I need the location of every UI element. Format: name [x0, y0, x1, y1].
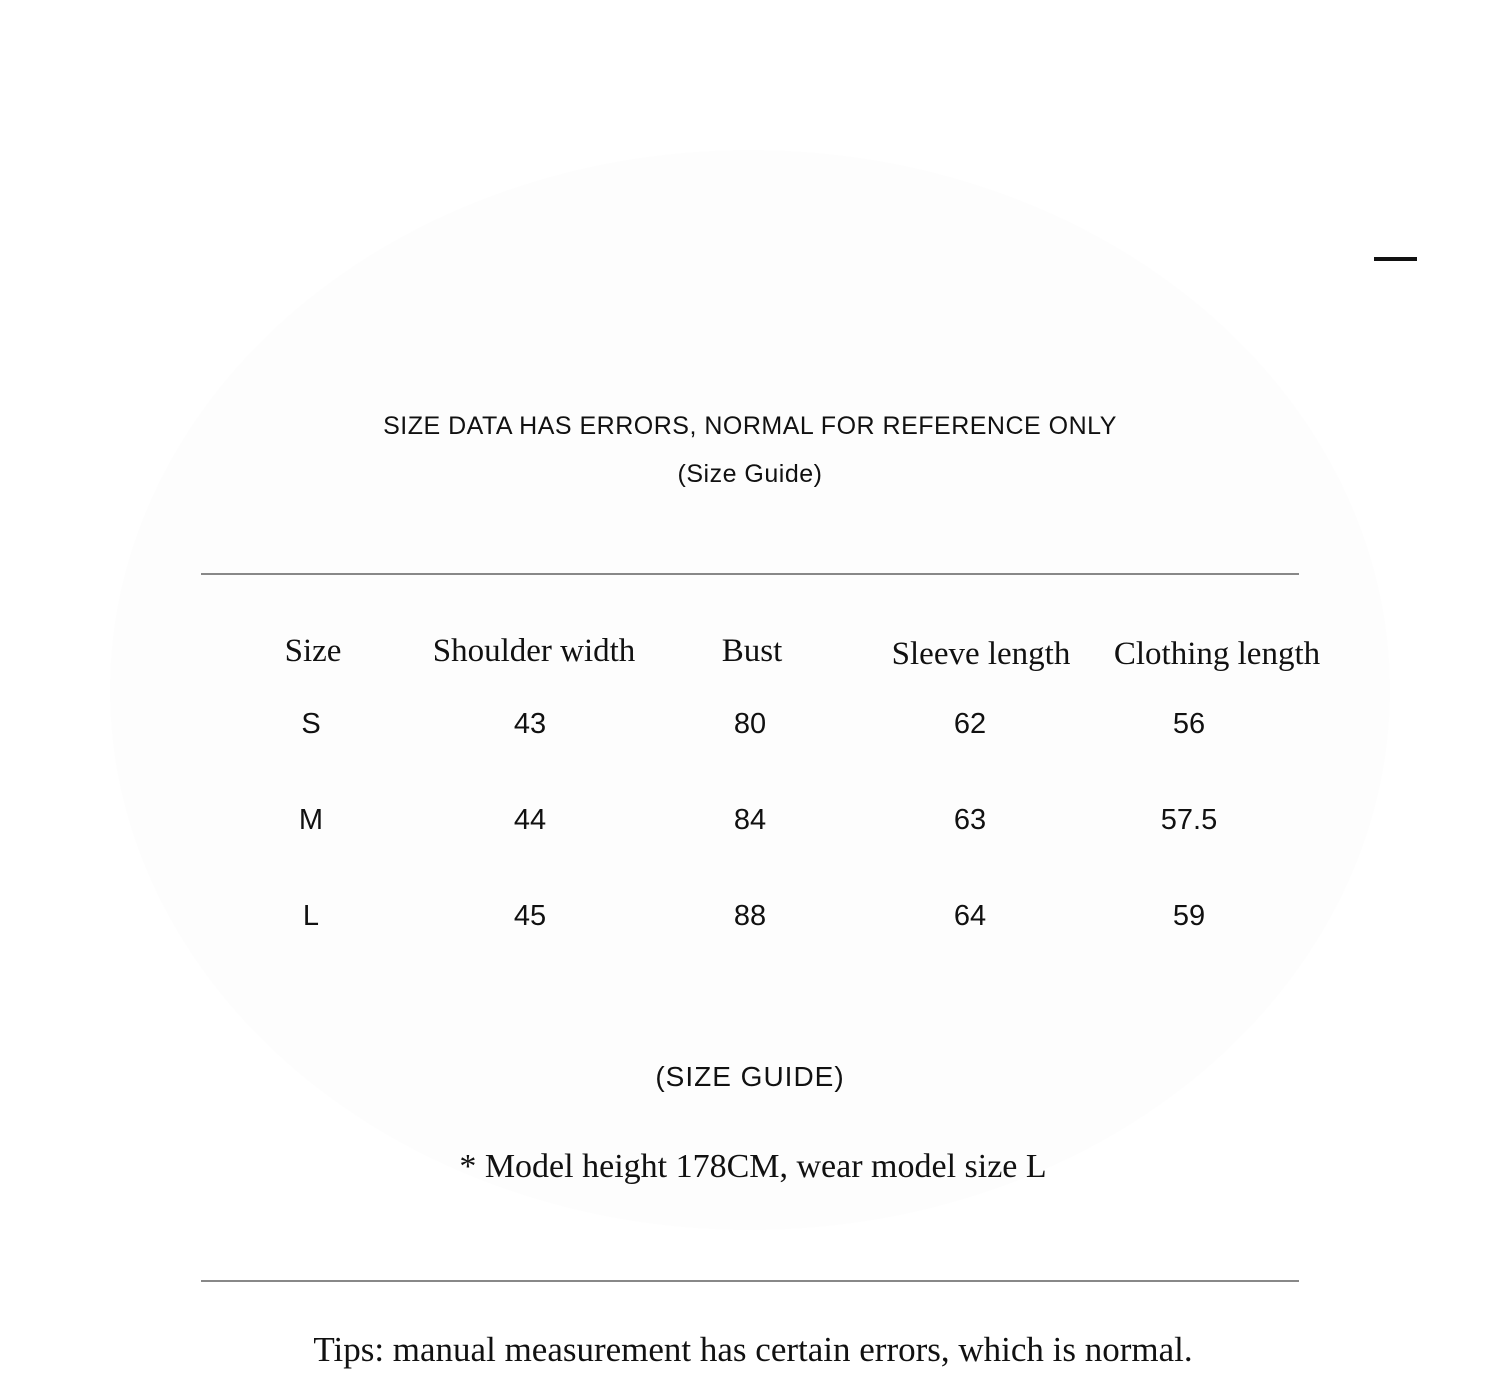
table-cell-bust: 80 — [733, 708, 767, 740]
table-cell-clothing-length: 59 — [1172, 900, 1206, 932]
divider-bottom — [201, 1280, 1299, 1282]
table-cell-sleeve-length: 63 — [953, 804, 987, 836]
table-cell-clothing-length: 56 — [1172, 708, 1206, 740]
table-cell-size: L — [302, 900, 320, 932]
size-guide-label: (SIZE GUIDE) — [655, 1061, 845, 1092]
table-cell-shoulder-width: 44 — [513, 804, 547, 836]
table-cell-size: M — [298, 804, 324, 836]
table-cell-sleeve-length: 62 — [953, 708, 987, 740]
table-cell-shoulder-width: 45 — [513, 900, 547, 932]
table-cell-bust: 84 — [733, 804, 767, 836]
model-note: * Model height 178CM, wear model size L — [459, 1148, 1047, 1185]
column-header-clothing-length: Clothing length — [1113, 636, 1321, 672]
table-cell-bust: 88 — [733, 900, 767, 932]
table-cell-shoulder-width: 43 — [513, 708, 547, 740]
column-header-bust: Bust — [721, 633, 783, 669]
tips-text: Tips: manual measurement has certain errors, which is normal. — [313, 1330, 1193, 1369]
reference-notice: SIZE DATA HAS ERRORS, NORMAL FOR REFERENCE ONLY — [383, 412, 1117, 440]
table-cell-size: S — [301, 708, 321, 740]
column-header-shoulder-width: Shoulder width — [432, 633, 636, 669]
size-guide-subtitle: (Size Guide) — [677, 460, 823, 488]
column-header-size: Size — [284, 633, 342, 669]
column-header-sleeve-length: Sleeve length — [891, 636, 1071, 672]
table-cell-clothing-length: 57.5 — [1160, 804, 1218, 836]
table-cell-sleeve-length: 64 — [953, 900, 987, 932]
